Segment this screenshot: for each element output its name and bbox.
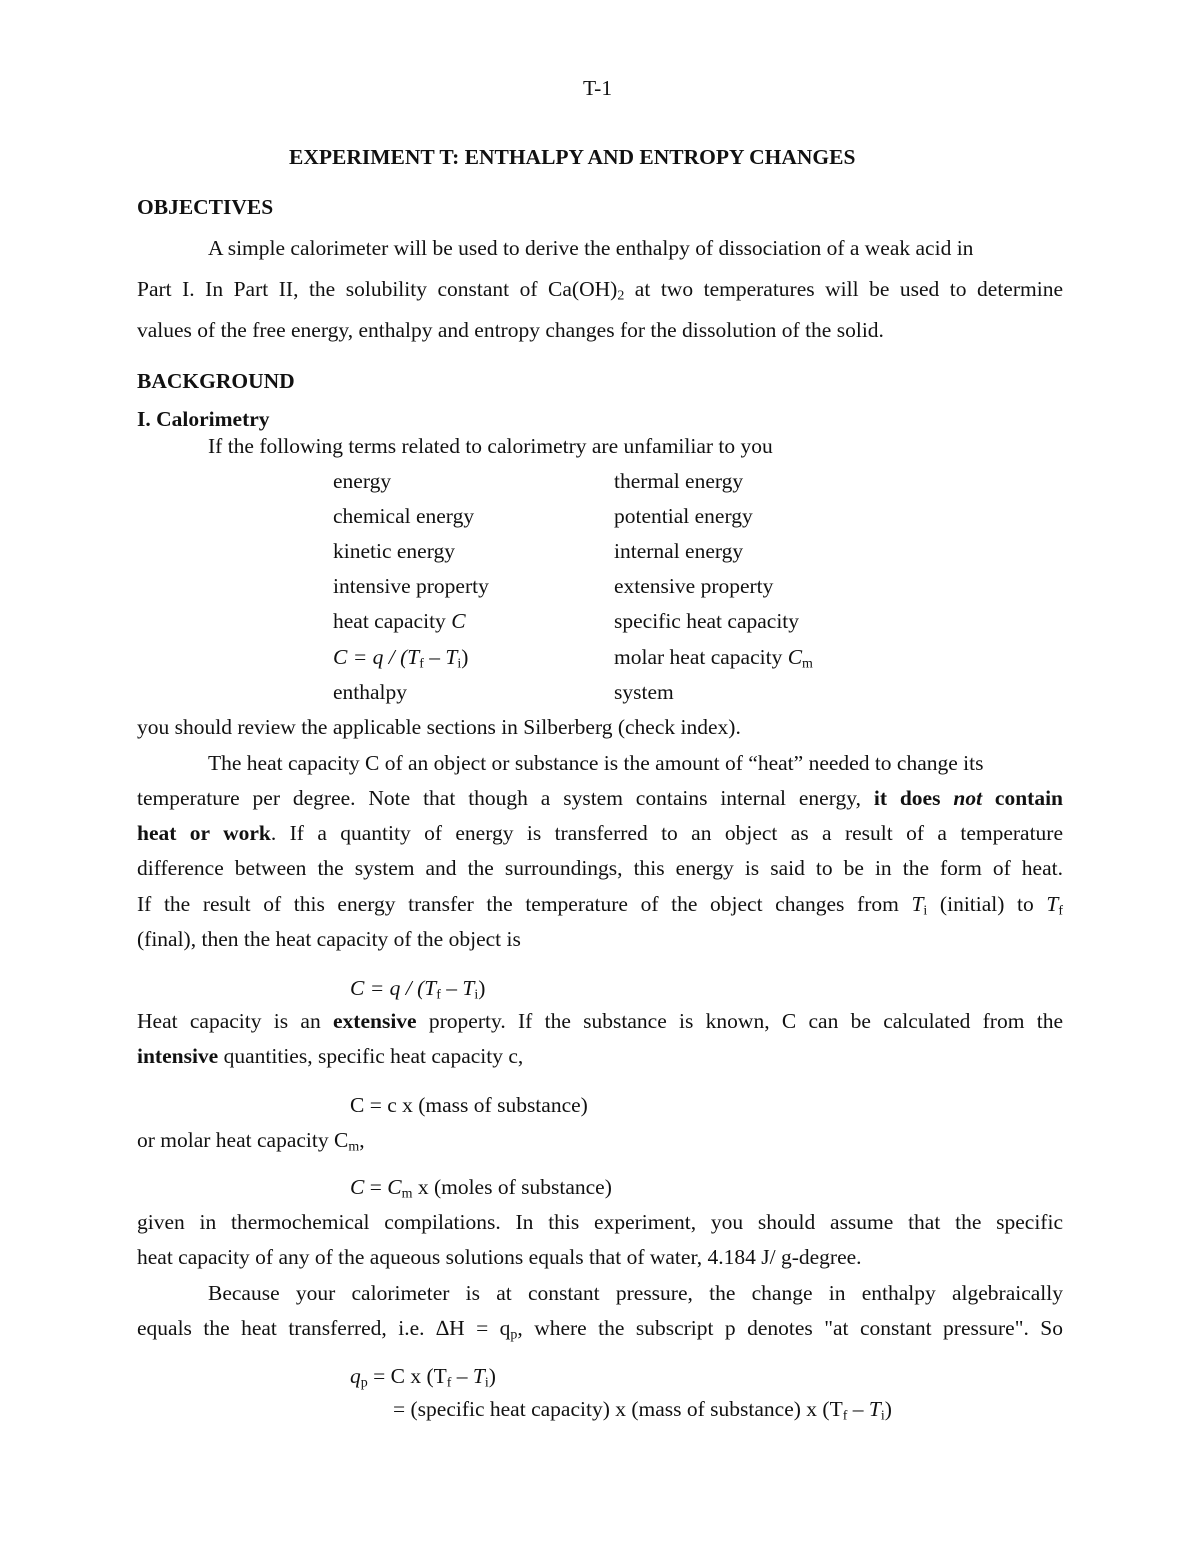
objectives-line-1: A simple calorimeter will be used to derive the enthalpy of dissociation of a weak acid in — [208, 236, 974, 260]
equation-molar-heat: $C = C_m$ x (moles of substance) — [350, 1175, 612, 1202]
term-system: system — [614, 680, 674, 704]
term-specific-heat-capacity: specific heat capacity — [614, 609, 800, 633]
para3-line2: heat capacity of any of the aqueous solutions equals that of water, 4.184 J/ g-degree. — [137, 1245, 862, 1269]
molar-heat-line: or molar heat capacity $C_m$, — [137, 1128, 365, 1155]
review-line: you should review the applicable sections in Silberberg (check index). — [137, 715, 741, 739]
terms-intro: If the following terms related to calorimetry are unfamiliar to you — [208, 434, 773, 458]
equation-qp: $q_p = C$ x $(T_f - T_i)$ — [350, 1364, 496, 1391]
term-intensive-property: intensive property — [333, 574, 489, 598]
objectives-line-3: values of the free energy, enthalpy and entropy changes for the dissolution of the solid. — [137, 318, 884, 342]
term-kinetic-energy: kinetic energy — [333, 539, 455, 563]
para1-line3: heat or work. If a quantity of energy is transferred to an object as a result of a temperature — [137, 821, 1064, 845]
term-heat-capacity: heat capacity C — [333, 609, 466, 633]
term-energy: energy — [333, 469, 392, 493]
term-chemical-energy: chemical energy — [333, 504, 475, 528]
page-number: T-1 — [583, 76, 613, 100]
para4-line2: equals the heat transferred, i.e. $\Delta H = q_p$, where the subscript p denotes "at constant pressure". So — [137, 1316, 1063, 1343]
term-enthalpy: enthalpy — [333, 680, 408, 704]
para2-line1: Heat capacity is an extensive property. If the substance is known, C can be calculated from the — [137, 1009, 1064, 1033]
page-title: EXPERIMENT T: ENTHALPY AND ENTROPY CHANGES — [289, 145, 856, 169]
para2-line2: intensive quantities, specific heat capacity c, — [137, 1044, 524, 1068]
term-internal-energy: internal energy — [614, 539, 744, 563]
term-heat-capacity-formula: $C = q / (T_f - T_i)$ — [333, 645, 469, 672]
term-thermal-energy: thermal energy — [614, 469, 744, 493]
background-heading: BACKGROUND — [137, 369, 295, 393]
para3-line1: given in thermochemical compilations. In this experiment, you should assume that the specific — [137, 1210, 1063, 1234]
para1-line1: The heat capacity C of an object or substance is the amount of “heat” needed to change its — [208, 751, 984, 775]
term-potential-energy: potential energy — [614, 504, 753, 528]
calorimetry-heading: I. Calorimetry — [137, 407, 270, 431]
para1-line5: If the result of this energy transfer the temperature of the object changes from $T_i$ (initial) to $T_f$ — [137, 892, 1064, 919]
para4-line1: Because your calorimeter is at constant pressure, the change in enthalpy algebraically — [208, 1281, 1063, 1305]
para1-line2: temperature per degree. Note that though a system contains internal energy, it does not contain — [137, 786, 1064, 810]
term-molar-heat-capacity: molar heat capacity $C_m$ — [614, 645, 813, 672]
para1-line6: (final), then the heat capacity of the object is — [137, 927, 521, 951]
equation-heat-capacity: $C = q / (T_f - T_i)$ — [350, 976, 486, 1003]
objectives-line-2: Part I. In Part II, the solubility constant of $Ca(OH)_2$ at two temperatures will be used to determine — [137, 277, 1063, 304]
equation-specific-heat: C = c x (mass of substance) — [350, 1093, 588, 1117]
equation-qp-expanded: = (specific heat capacity) x (mass of substance) x $(T_f - T_i)$ — [393, 1397, 892, 1424]
objectives-heading: OBJECTIVES — [137, 195, 274, 219]
para1-line4: difference between the system and the surroundings, this energy is said to be in the form of heat. — [137, 856, 1063, 880]
term-extensive-property: extensive property — [614, 574, 774, 598]
